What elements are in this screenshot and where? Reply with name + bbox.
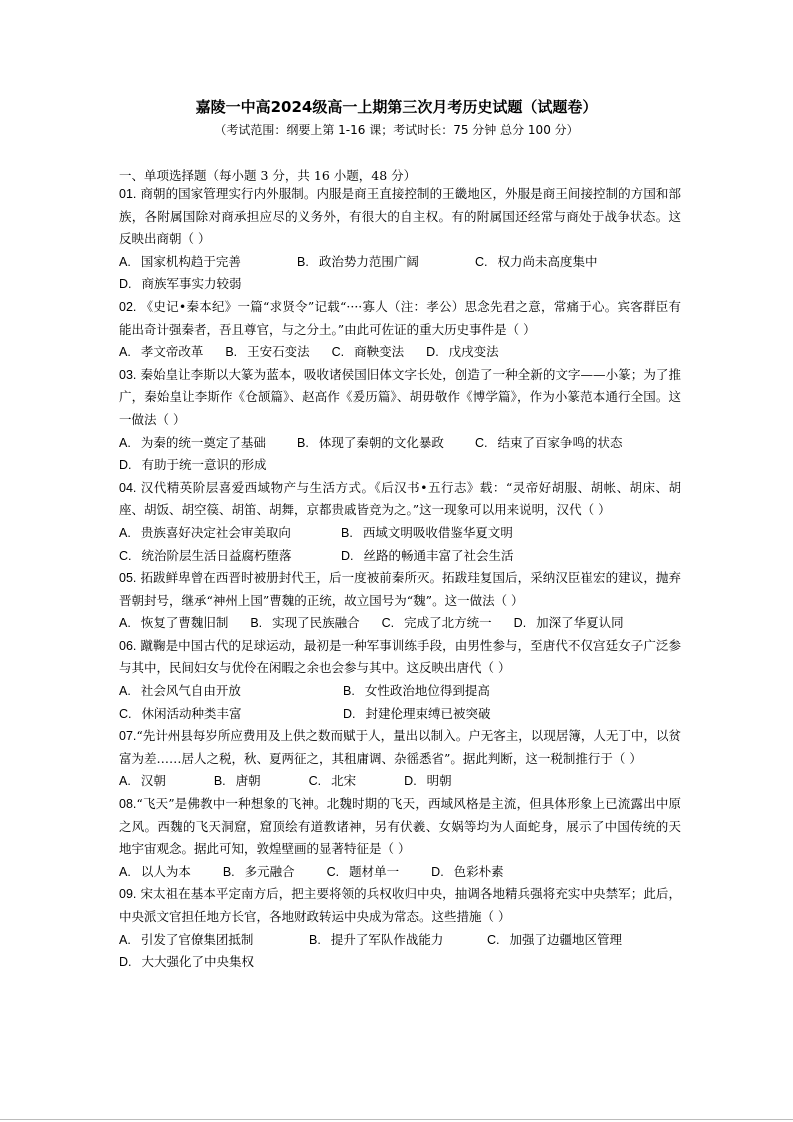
question-6: [119, 635, 681, 725]
question-5: [119, 567, 681, 635]
options: [119, 251, 681, 296]
option-c[interactable]: C. 休闲活动种类丰富: [119, 705, 242, 721]
options: [119, 929, 681, 974]
page-bottom-divider: [0, 1119, 793, 1120]
question-stem: 拓跋鲜卑曾在西晋时被册封代王，后一度被前秦所灭。拓跋珪复国后，采纳汉臣崔宏的建议，抛弃晋朝封号，继承“神州上国”曹魏的正统，故立国号为“魏”。这一做法（ ）: [119, 570, 681, 608]
question-list: [119, 183, 681, 974]
question-stem: 商朝的国家管理实行内外服制。内服是商王直接控制的王畿地区，外服是商王间接控制的方国和部族，各附属国除对商承担应尽的义务外，有很大的自主权。有的附属国还经常与商处于战争状态。这反映出商朝（ ）: [119, 186, 681, 247]
options: [119, 770, 681, 793]
option-b[interactable]: B. 实现了民族融合: [250, 615, 360, 631]
question-stem: 宋太祖在基本平定南方后，把主要将领的兵权收归中央，抽调各地精兵强将充实中央禁军；此后，中央派文官担任地方长官，各地财政转运中央成为常态。这些措施（ ）: [119, 886, 681, 924]
question-number: 07.: [119, 729, 137, 744]
question-number: 02.: [119, 299, 137, 314]
question-stem: “先计州县每岁所应费用及上供之数而赋于人，量出以制入。户无客主，以现居簿，人无丁中，以贫富为差……居人之税，秋、夏两征之，其租庸调、杂徭悉省”。据此判断，这一税制推行于（ ）: [119, 728, 681, 766]
option-d[interactable]: D. 戊戌变法: [426, 344, 499, 360]
question-stem: 《史记•秦本纪》一篇“求贤令”记载“····寡人（注：孝公）思念先君之意，常痛于心。宾客群臣有能出奇计强秦者，吾且尊官，与之分土。”由此可佐证的重大历史事件是（ ）: [119, 298, 681, 337]
option-b[interactable]: B. 政治势力范围广阔: [297, 253, 419, 269]
question-2: [119, 296, 681, 364]
option-c[interactable]: C. 统治阶层生活日益腐朽堕落: [119, 547, 292, 563]
option-c[interactable]: C. 商鞅变法: [331, 344, 405, 360]
exam-title: 嘉陵一中高2024级高一上期第三次月考历史试题（试题卷）: [195, 98, 598, 116]
options: [119, 432, 681, 477]
option-d[interactable]: D. 大大强化了中央集权: [119, 954, 255, 970]
option-d[interactable]: D. 色彩朴素: [431, 863, 504, 879]
option-a[interactable]: A. 孝文帝改革: [119, 344, 204, 360]
option-a[interactable]: A. 国家机构趋于完善: [119, 253, 241, 269]
options: [119, 341, 681, 364]
question-number: 08.: [119, 797, 137, 812]
question-1: [119, 183, 681, 296]
question-number: 05.: [119, 571, 137, 586]
question-number: 04.: [119, 480, 137, 495]
options: [119, 680, 681, 725]
question-4: [119, 477, 681, 567]
question-3: [119, 364, 681, 477]
question-7: [119, 725, 681, 793]
option-c[interactable]: C. 权力尚未高度集中: [475, 253, 598, 269]
exam-subtitle: （考试范围：纲要上第 1-16 课；考试时长：75 分钟 总分 100 分）: [214, 123, 579, 137]
option-a[interactable]: A. 汉朝: [119, 773, 166, 789]
option-b[interactable]: B. 多元融合: [222, 863, 295, 879]
section-heading: 一、单项选择题（每小题 3 分，共 16 小题，48 分）: [119, 168, 417, 183]
question-number: 09.: [119, 887, 137, 902]
question-number: 06.: [119, 638, 137, 653]
question-8: [119, 793, 681, 883]
option-a[interactable]: A. 社会风气自由开放: [119, 683, 241, 699]
option-c[interactable]: C. 完成了北方统一: [381, 615, 492, 631]
option-a[interactable]: A. 贵族喜好决定社会审美取向: [119, 524, 291, 540]
question-number: 03.: [119, 367, 137, 382]
option-c[interactable]: C. 题材单一: [326, 863, 400, 879]
option-a[interactable]: A. 恢复了曹魏旧制: [119, 615, 229, 631]
option-c[interactable]: C. 加强了边疆地区管理: [487, 931, 623, 947]
option-b[interactable]: B. 女性政治地位得到提高: [343, 683, 490, 699]
option-c[interactable]: C. 结束了百家争鸣的状态: [475, 434, 623, 450]
options: [119, 861, 681, 884]
option-b[interactable]: B. 唐朝: [213, 773, 261, 789]
options: [119, 522, 681, 567]
option-d[interactable]: D. 明朝: [404, 773, 452, 789]
question-stem: 秦始皇让李斯以大篆为蓝本，吸收诸侯国旧体文字长处，创造了一种全新的文字——小篆；为了推广，秦始皇让李斯作《仓颉篇》、赵高作《爰历篇》、胡毋敬作《博学篇》，作为小篆范本通行全国。这一做法（ ）: [119, 366, 681, 427]
option-b[interactable]: B. 西域文明吸收借鉴华夏文明: [341, 524, 513, 540]
question-stem: 汉代精英阶层喜爱西域物产与生活方式。《后汉书•五行志》载：“灵帝好胡服、胡帐、胡床、胡座、胡饭、胡空篌、胡笛、胡舞，京都贵戚皆竞为之。”这一现象可以用来说明，汉代（ ）: [119, 479, 681, 518]
option-a[interactable]: A. 以人为本: [119, 863, 191, 879]
option-d[interactable]: D. 封建伦理束缚已被突破: [343, 705, 491, 721]
option-d[interactable]: D. 有助于统一意识的形成: [119, 457, 267, 473]
option-a[interactable]: A. 引发了官僚集团抵制: [119, 931, 254, 947]
question-stem: “飞天”是佛教中一种想象的飞神。北魏时期的飞天，西域风格是主流，但具体形象上已流露出中原之风。西魏的飞天洞窟，窟顶绘有道教诸神，另有伏羲、女娲等均为人面蛇身，展示了中国传统的天地宇宙观念。据此可知，敦煌壁画的显著特征是（ ）: [119, 796, 681, 857]
option-c[interactable]: C. 北宋: [308, 773, 357, 789]
option-d[interactable]: D. 商族军事实力较弱: [119, 276, 242, 292]
option-b[interactable]: B. 提升了军队作战能力: [309, 931, 444, 947]
option-b[interactable]: B. 体现了秦朝的文化暴政: [297, 434, 444, 450]
question-9: [119, 883, 681, 973]
option-b[interactable]: B. 王安石变法: [225, 344, 310, 360]
option-d[interactable]: D. 加深了华夏认同: [513, 615, 624, 631]
option-d[interactable]: D. 丝路的畅通丰富了社会生活: [341, 547, 514, 563]
options: [119, 612, 681, 635]
question-stem: 蹴鞠是中国古代的足球运动，最初是一种军事训练手段，由男性参与，至唐代不仅宫廷女子广泛参与其中，民间妇女与优伶在闲暇之余也会参与其中。这反映出唐代（ ）: [119, 637, 681, 676]
question-number: 01.: [119, 187, 137, 201]
option-a[interactable]: A. 为秦的统一奠定了基础: [119, 434, 266, 450]
